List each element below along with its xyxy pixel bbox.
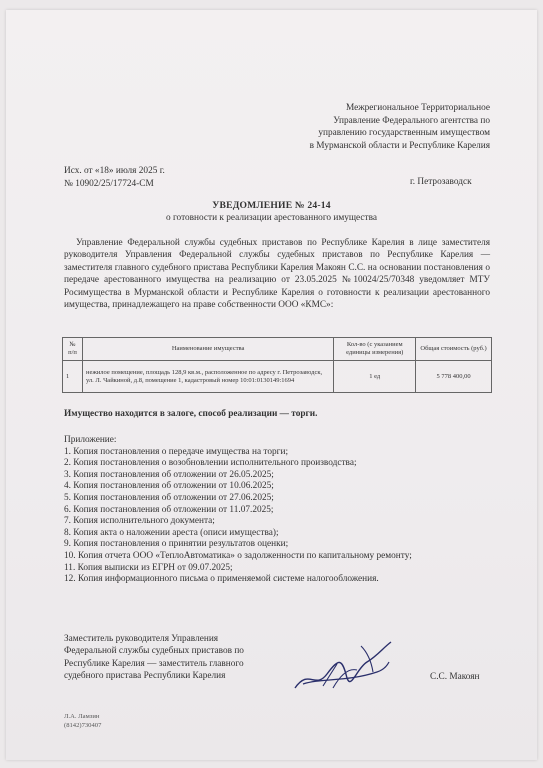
appendix-title: Приложение: bbox=[64, 435, 117, 445]
cell-cost: 5 778 400,00 bbox=[416, 361, 492, 393]
body-paragraph: Управление Федеральной службы судебных приставов по Республике Карелия в лице заместителя руководителя Управления Федеральной службы судебных приставов по Республике Карелия — заместителя главного судебного пристава Республики Карелия Макоян С.С. на основании постановления о передаче арестованного имущества на реализацию от 23.05.2025 №10024/25/70348 уведомляет МТУ Росимущества в Мурманской области и Республике Карелия о готовности к реализации арестованного имущества, принадлежащего на праве собственности ООО «КМС»: bbox=[64, 238, 490, 311]
appendix-item: 9. Копия постановления о принятии результатов оценки; bbox=[64, 539, 289, 550]
header-name: Наименование имущества bbox=[82, 338, 333, 361]
property-table bbox=[62, 337, 492, 393]
cell-qty: 1 ед bbox=[334, 361, 416, 393]
city: г. Петрозаводск bbox=[410, 177, 472, 187]
outgoing-reference bbox=[64, 165, 165, 190]
signer-name: С.С. Макоян bbox=[430, 672, 480, 682]
appendix-item: 11. Копия выписки из ЕГРН от 09.07.2025; bbox=[64, 562, 233, 573]
header-cost: Общая стоимость (руб.) bbox=[416, 338, 492, 361]
appendix-item: 5. Копия постановления об отложении от 27.06.2025; bbox=[64, 492, 274, 503]
addressee-block bbox=[278, 102, 490, 152]
appendix-item: 1. Копия постановления о передаче имущества на торги; bbox=[64, 446, 289, 457]
position-line: Заместитель руководителя Управления bbox=[64, 634, 219, 644]
appendix-item: 12. Копия информационного письма о применяемой системе налогообложения. bbox=[64, 574, 379, 585]
table-header-row bbox=[63, 338, 492, 361]
document-title: УВЕДОМЛЕНИЕ № 24-14 bbox=[212, 200, 331, 211]
appendix-item: 8. Копия акта о наложении ареста (описи имущества); bbox=[64, 527, 279, 538]
cell-name: нежилое помещение, площадь 128,9 кв.м., расположенное по адресу г. Петрозаводск, ул. Л. Чайкиной, д.8, помещение 1, кадастровый номер 10:01:0130149:1694 bbox=[82, 361, 333, 393]
executor-phone: (8142)730407 bbox=[64, 722, 102, 729]
position-line: судебного пристава Республики Карелия bbox=[64, 671, 226, 682]
position-line: Федеральной службы судебных приставов по bbox=[64, 646, 244, 657]
cell-num: 1 bbox=[63, 361, 83, 393]
header-num: № п/п bbox=[63, 338, 83, 361]
addressee-line: в Мурманской области и Республике Карелия bbox=[309, 140, 490, 151]
appendix-item: 10. Копия отчета ООО «ТеплоАвтоматика» о задолженности по капитальному ремонту; bbox=[64, 550, 412, 561]
pledge-note: Имущество находится в залоге, способ реализации — торги. bbox=[64, 409, 318, 419]
position-line: Республике Карелия — заместитель главного bbox=[64, 658, 244, 669]
appendix-item: 4. Копия постановления об отложении от 10.06.2025; bbox=[64, 481, 274, 492]
executor-info bbox=[64, 712, 101, 730]
appendix-item: 7. Копия исполнительного документа; bbox=[64, 516, 215, 527]
addressee-line: Межрегиональное Территориальное bbox=[345, 103, 490, 113]
addressee-line: управлению государственным имуществом bbox=[318, 128, 490, 139]
table-row bbox=[63, 361, 492, 393]
handwritten-signature bbox=[287, 638, 397, 698]
addressee-line: Управление Федерального агентства по bbox=[333, 115, 490, 126]
outgoing-number: № 10902/25/17724-СМ bbox=[64, 178, 154, 189]
document-subtitle: о готовности к реализации арестованного имущества bbox=[165, 213, 377, 223]
appendix-item: 3. Копия постановления об отложении от 26.05.2025; bbox=[64, 469, 274, 480]
executor-name: Л.А. Ламзин bbox=[64, 713, 100, 720]
signature-position bbox=[64, 633, 244, 683]
appendix-item: 2. Копия постановления о возобновлении исполнительного производства; bbox=[64, 458, 357, 469]
header-qty: Кол-во (с указанием единицы измерения) bbox=[334, 338, 416, 361]
appendix-list bbox=[64, 435, 412, 586]
body-text bbox=[64, 237, 490, 311]
appendix-item: 6. Копия постановления об отложении от 11.07.2025; bbox=[64, 504, 274, 515]
outgoing-date: Исх. от «18» июля 2025 г. bbox=[64, 166, 165, 176]
